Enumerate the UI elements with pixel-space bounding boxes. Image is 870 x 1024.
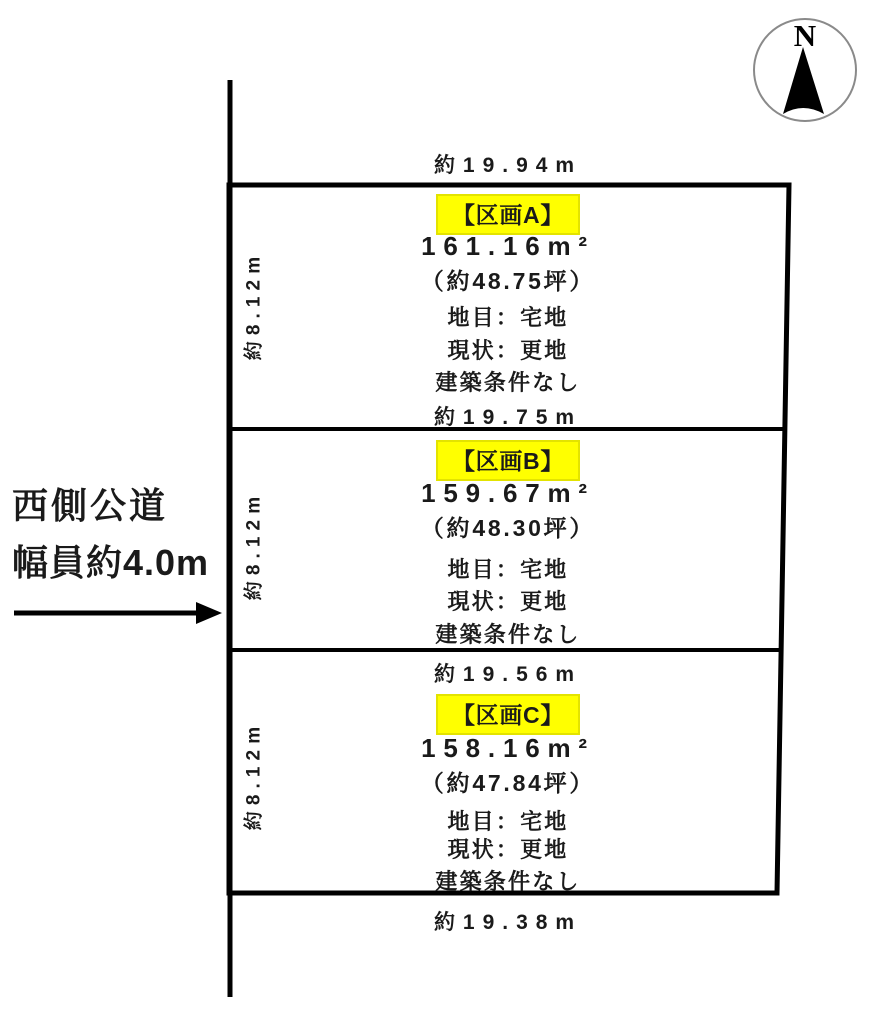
- dimension-side-c: 約8.12m: [243, 720, 265, 831]
- parcel-c-tsubo: （約47.84坪）: [420, 770, 596, 796]
- parcel-b-tsubo: （約48.30坪）: [420, 515, 596, 541]
- dimension-a-b: 約19.75m: [433, 406, 583, 429]
- parcel-b-current-state: 現状：更地: [447, 589, 569, 614]
- parcel-a-conditions: 建築条件なし: [435, 370, 581, 395]
- parcel-c-badge-row: [230, 694, 786, 735]
- parcel-c-conditions: 建築条件なし: [435, 869, 581, 894]
- dimension-side-b: 約8.12m: [243, 490, 265, 601]
- road-name-label: 西側公道: [12, 485, 169, 526]
- dimension-b-c: 約19.56m: [433, 663, 583, 686]
- compass-north-label: N: [793, 18, 817, 53]
- parcel-b-label-badge: 【区画B】: [436, 440, 580, 481]
- parcel-c-current-state: 現状：更地: [447, 837, 569, 862]
- road-direction-arrow: [14, 602, 222, 624]
- dimension-top: 約19.94m: [433, 154, 583, 177]
- dimension-side-a: 約8.12m: [243, 250, 265, 361]
- parcel-a-label-badge: 【区画A】: [436, 194, 580, 235]
- parcel-a-land-category: 地目：宅地: [447, 305, 569, 330]
- parcel-b-conditions: 建築条件なし: [435, 622, 581, 647]
- parcel-b-land-category: 地目：宅地: [447, 557, 569, 582]
- dimension-bottom: 約19.38m: [433, 911, 583, 934]
- road-width-label: 幅員約4.0m: [12, 542, 210, 583]
- parcel-a-area: 161.16m²: [421, 231, 595, 261]
- parcel-c-land-category: 地目：宅地: [447, 809, 569, 834]
- parcel-c-label-badge: 【区画C】: [436, 694, 580, 735]
- parcel-b-badge-row: [230, 440, 786, 481]
- parcel-b-area: 159.67m²: [421, 478, 595, 508]
- parcel-a-tsubo: （約48.75坪）: [420, 268, 596, 294]
- parcel-a-current-state: 現状：更地: [447, 338, 569, 363]
- parcel-c-area: 158.16m²: [421, 733, 595, 763]
- parcel-a-badge-row: [230, 194, 786, 235]
